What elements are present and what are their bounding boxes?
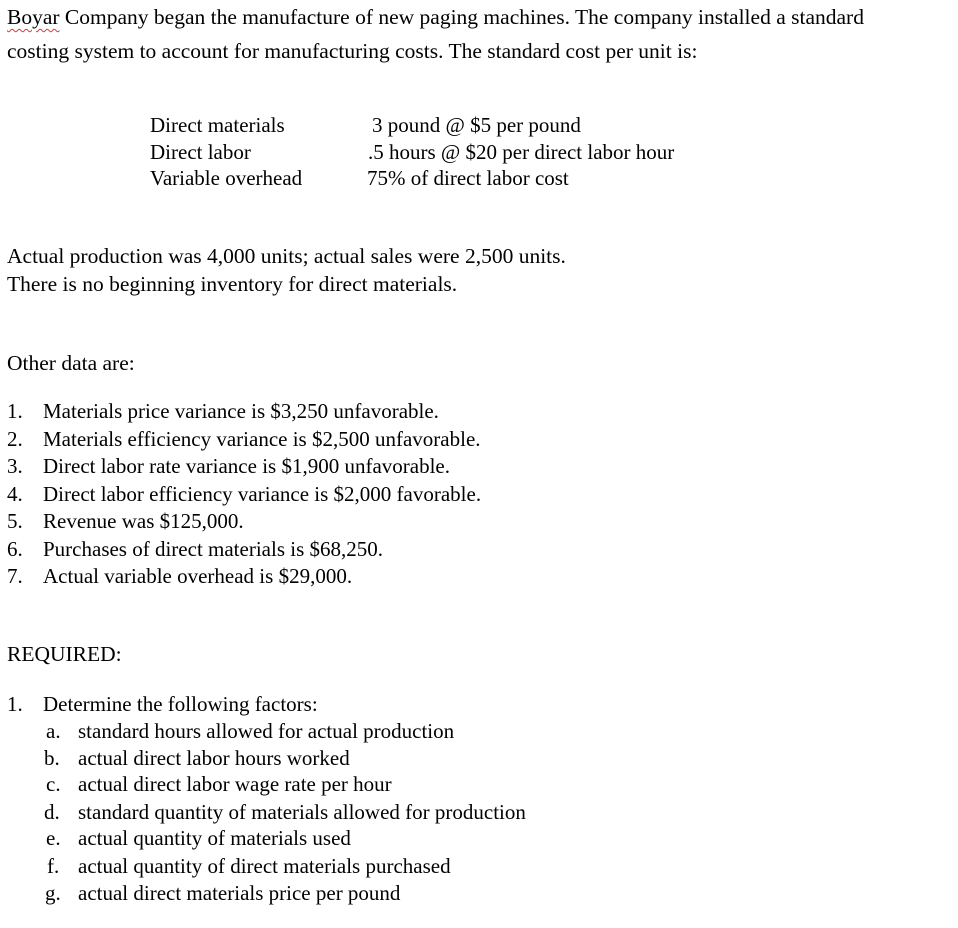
other-data-heading: Other data are: (7, 351, 135, 375)
list-item-number: 1. (7, 399, 23, 423)
question-number: 1. (7, 692, 23, 716)
cost-label: Direct labor (150, 140, 251, 164)
list-item-number: 6. (7, 537, 23, 561)
list-item: Direct labor rate variance is $1,900 unfavorable. (43, 454, 450, 478)
company-name: Boyar (7, 5, 60, 29)
sub-item: actual direct labor wage rate per hour (78, 772, 392, 796)
sub-item-letter: e. (46, 826, 61, 850)
intro-line-2: costing system to account for manufacturing costs. The standard cost per unit is: (7, 39, 698, 63)
list-item: Purchases of direct materials is $68,250. (43, 537, 383, 561)
intro-line-1 (7, 4, 864, 30)
sub-item: actual quantity of materials used (78, 826, 351, 850)
intro-line-1-text: Company began the manufacture of new paging machines. The company installed a standard (59, 5, 864, 29)
cost-label: Variable overhead (150, 166, 303, 190)
list-item: Revenue was $125,000. (43, 509, 244, 533)
production-line-2: There is no beginning inventory for direct materials. (7, 272, 458, 296)
production-line-1: Actual production was 4,000 units; actual sales were 2,500 units. (7, 244, 566, 268)
list-item: Actual variable overhead is $29,000. (43, 564, 353, 588)
sub-item-letter: f. (47, 854, 60, 878)
sub-item-letter: a. (46, 719, 61, 743)
list-item-number: 7. (7, 564, 23, 588)
list-item-number: 3. (7, 454, 23, 478)
list-item-number: 5. (7, 509, 23, 533)
question-text: Determine the following factors: (43, 692, 318, 716)
sub-item: standard hours allowed for actual production (78, 719, 455, 743)
list-item-number: 2. (7, 427, 23, 451)
sub-item-letter: d. (44, 800, 60, 824)
cost-value: 3 pound @ $5 per pound (372, 113, 581, 137)
sub-item: standard quantity of materials allowed for production (78, 800, 526, 824)
sub-item: actual direct labor hours worked (78, 746, 350, 770)
sub-item: actual quantity of direct materials purchased (78, 854, 451, 878)
cost-label: Direct materials (150, 113, 285, 137)
required-heading: REQUIRED: (7, 642, 122, 666)
list-item: Materials price variance is $3,250 unfavorable. (43, 399, 439, 423)
list-item: Materials efficiency variance is $2,500 unfavorable. (43, 427, 481, 451)
list-item: Direct labor efficiency variance is $2,000 favorable. (43, 482, 482, 506)
cost-value: 75% of direct labor cost (367, 166, 569, 190)
sub-item-letter: c. (46, 772, 61, 796)
sub-item-letter: b. (44, 746, 60, 770)
list-item-number: 4. (7, 482, 23, 506)
cost-value: .5 hours @ $20 per direct labor hour (368, 140, 675, 164)
sub-item-letter: g. (45, 881, 61, 905)
sub-item: actual direct materials price per pound (78, 881, 401, 905)
